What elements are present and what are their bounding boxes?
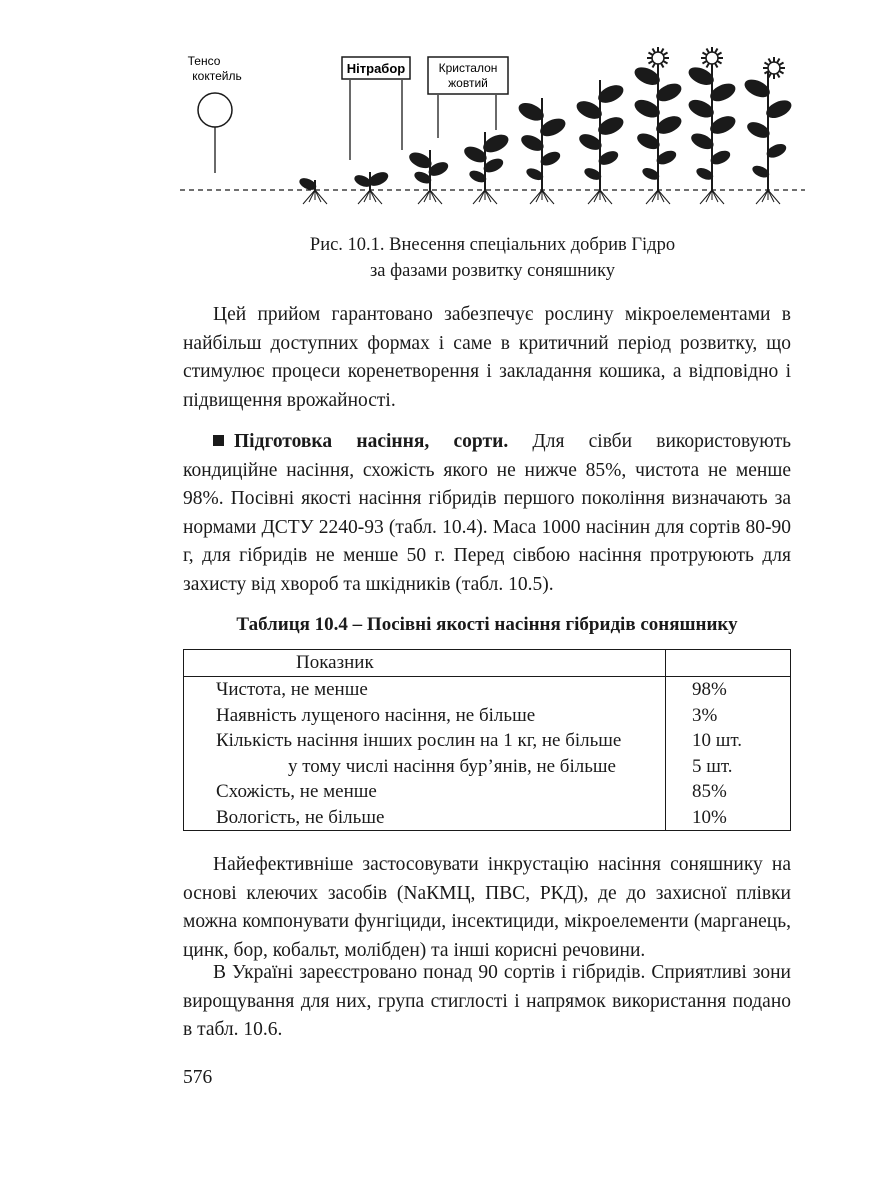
paragraph-varieties: В Україні зареєстровано понад 90 сортів і гібридів. Сприятливі зони вирощування для них, група стиглості і напрямок використання подано в табл. 10.6.: [183, 962, 791, 1041]
sunflower-plant-2: [353, 169, 391, 204]
table-row: [184, 728, 791, 754]
tenso-circle: [198, 93, 232, 127]
nitrabor-label: Нітрабор: [346, 61, 406, 76]
page-number: 576: [183, 1067, 213, 1088]
row-value: 3%: [692, 704, 718, 726]
sunflower-plant-5: [516, 98, 568, 204]
row-label: у тому числі насіння бур’янів, не більше: [184, 754, 666, 780]
table-row: [184, 677, 791, 703]
row-label: Наявність лущеного насіння, не більше: [184, 703, 666, 729]
table-row: [184, 805, 791, 831]
sunflower-plant-7: [632, 47, 684, 204]
sunflower-plant-9: [742, 57, 794, 204]
sunflower-plant-3: [407, 149, 451, 204]
kristalon-label-line2: жовтий: [448, 76, 488, 90]
section-text: Для сівби використовують кондиційне насіння, схожість якого не нижче 85%, чистота не менше 98%. Посівні якості насіння гібридів першого покоління визначають за нормами ДСТУ 2240-93 (табл. 10.4). Маса 1000 насінин для сортів 80-90 г, для гібридів не менше 50 г. Перед сівбою насіння протруюють для захисту від хвороб та шкідників (табл. 10.5).: [183, 431, 791, 595]
table-title: Таблиця 10.4 – Посівні якості насіння гібридів соняшнику: [236, 614, 738, 635]
paragraph-microelements: Цей прийом гарантовано забезпечує рослину мікроелементами в найбільш доступних формах і саме в критичний період розвитку, що стимулює процеси коренетворення і закладання кошика, а відповідно і підвищення врожайності.: [183, 304, 791, 411]
kristalon-label-line1: Кристалон: [438, 61, 498, 75]
row-value: 85%: [692, 781, 727, 802]
sunflower-plant-8: [686, 47, 738, 204]
table-row: [184, 754, 791, 780]
seed-quality-table: [183, 649, 791, 831]
paragraph-encrustation: Найефективніше застосовувати інкрустацію насіння соняшнику на основі клеючих засобів (NaКМЦ, ПВС, РКД), де до захисної плівки можна компонувати фунгіциди, інсектициди, мікроелементи (марганець, цинк, бор, кобальт, молібден) та інші корисні речовини.: [183, 854, 791, 961]
table-header-value: [666, 650, 791, 677]
bullet-square-icon: [213, 435, 224, 446]
table-header-indicator: Показник: [184, 650, 666, 677]
row-value: 5 шт.: [692, 755, 733, 777]
row-value: 10 шт.: [692, 730, 743, 751]
sunflower-plant-6: [574, 80, 626, 204]
tenso-label-line1: Тенсо: [187, 54, 221, 68]
sunflower-plant-4: [462, 131, 511, 204]
section-heading: Підготовка насіння, сорти.: [234, 431, 509, 452]
table-row: [184, 703, 791, 729]
sunflower-stages-illustration: [180, 40, 805, 230]
table-row: [184, 779, 791, 805]
tenso-label-line2: коктейль: [192, 69, 242, 83]
row-value: 98%: [692, 679, 727, 700]
growth-stages-figure: [180, 40, 805, 230]
table-header-row: [184, 650, 791, 677]
paragraph-seed-preparation: [183, 428, 791, 600]
row-value: 10%: [692, 806, 727, 828]
caption-line2: за фазами розвитку соняшнику: [369, 261, 616, 281]
row-label: Чистота, не менше: [184, 677, 666, 703]
row-label: Вологість, не більше: [184, 805, 666, 831]
figure-caption: [180, 232, 805, 284]
row-label: Кількість насіння інших рослин на 1 кг, не більше: [184, 728, 666, 754]
caption-line1: Рис. 10.1. Внесення спеціальних добрив Гідро: [309, 235, 676, 255]
row-label: Схожість, не менше: [184, 779, 666, 805]
